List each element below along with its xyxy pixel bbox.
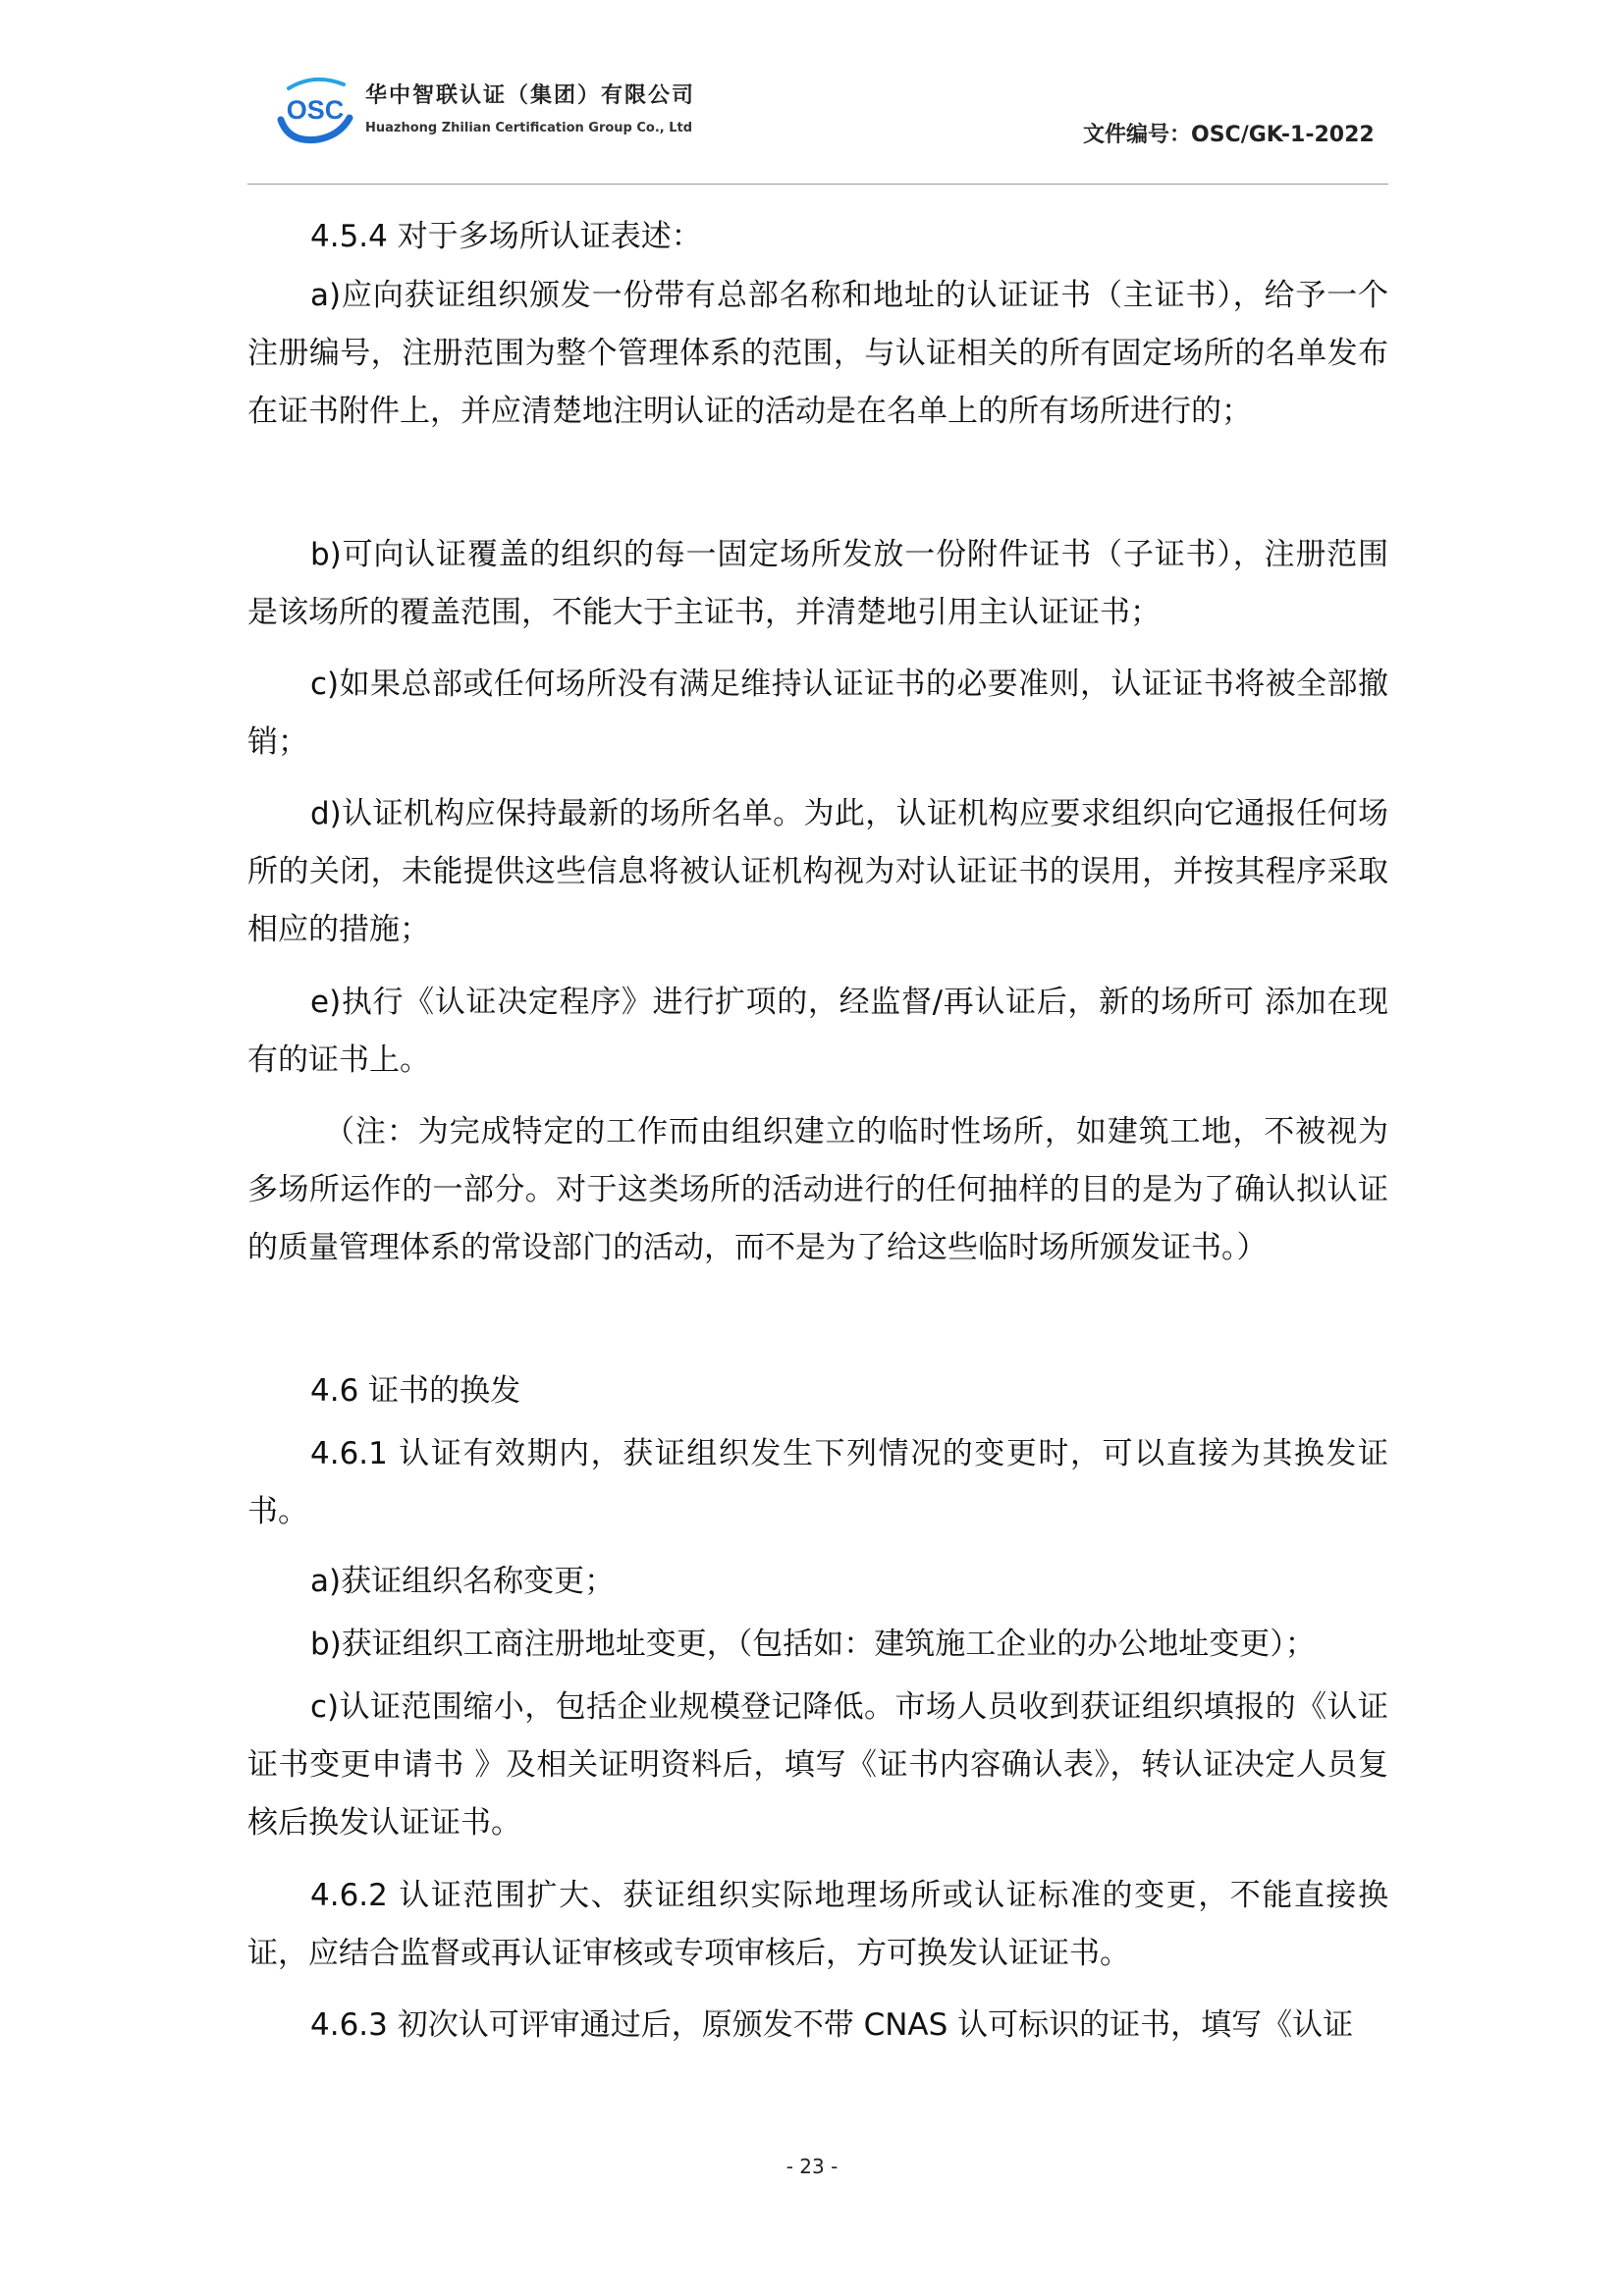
paragraph-a: a)应向获证组织颁发一份带有总部名称和地址的认证证书（主证书），给予一个注册编号，注册范围为整个管理体系的范围，与认证相关的所有固定场所的名单发布在证书附件上，并应清楚地注明认证的活动是在名单上的所有场所进行的； <box>247 278 1388 429</box>
section-4-6-heading: 4.6 证书的换发 <box>310 1373 521 1409</box>
item-c-scope-reduction: c)认证范围缩小，包括企业规模登记降低。市场人员收到获证组织填报的《认证证书变更申请书 》及相关证明资料后，填写《证书内容确认表》，转认证决定人员复核后换发认证证书。 <box>247 1689 1388 1841</box>
header-divider <box>247 184 1388 185</box>
company-name-cn: 华中智联认证（集团）有限公司 <box>365 83 696 108</box>
document-number: 文件编号：OSC/GK-1-2022 <box>1083 123 1375 147</box>
logo-text: OSC <box>286 95 345 125</box>
section-4-6-2: 4.6.2 认证范围扩大、获证组织实际地理场所或认证标准的变更，不能直接换证，应结合监督或再认证审核或专项审核后，方可换发认证证书。 <box>247 1878 1388 1971</box>
item-b-address-change: b)获证组织工商注册地址变更，（包括如：建筑施工企业的办公地址变更）； <box>310 1627 1316 1662</box>
paragraph-c: c)如果总部或任何场所没有满足维持认证证书的必要准则，认证证书将被全部撤销； <box>247 667 1388 760</box>
company-name-en: Huazhong Zhilian Certification Group Co., Ltd <box>365 121 693 135</box>
company-logo-icon <box>275 75 355 147</box>
paragraph-e: e)执行《认证决定程序》进行扩项的，经监督/再认证后，新的场所可 添加在现有的证书上。 <box>247 985 1388 1078</box>
company-name-block <box>365 79 695 135</box>
paragraph-d: d)认证机构应保持最新的场所名单。为此，认证机构应要求组织向它通报任何场所的关闭，未能提供这些信息将被认证机构视为对认证证书的误用，并按其程序采取相应的措施； <box>247 796 1388 947</box>
section-4-6-1: 4.6.1 认证有效期内，获证组织发生下列情况的变更时，可以直接为其换发证书。 <box>247 1436 1388 1529</box>
page-number: - 23 - <box>785 2155 839 2178</box>
section-4-6-3: 4.6.3 初次认可评审通过后，原颁发不带 CNAS 认可标识的证书，填写《认证 <box>310 2007 1354 2043</box>
section-4-5-4-heading: 4.5.4 对于多场所认证表述： <box>310 219 702 254</box>
note-paragraph: （注：为完成特定的工作而由组织建立的临时性场所，如建筑工地，不被视为多场所运作的一部分。对于这类场所的活动进行的任何抽样的目的是为了确认拟认证的质量管理体系的常设部门的活动，而不是为了给这些临时场所颁发证书。） <box>247 1114 1388 1265</box>
item-a-name-change: a)获证组织名称变更； <box>310 1564 616 1599</box>
paragraph-b: b)可向认证覆盖的组织的每一固定场所发放一份附件证书（子证书），注册范围是该场所的覆盖范围，不能大于主证书，并清楚地引用主认证证书； <box>247 537 1388 630</box>
